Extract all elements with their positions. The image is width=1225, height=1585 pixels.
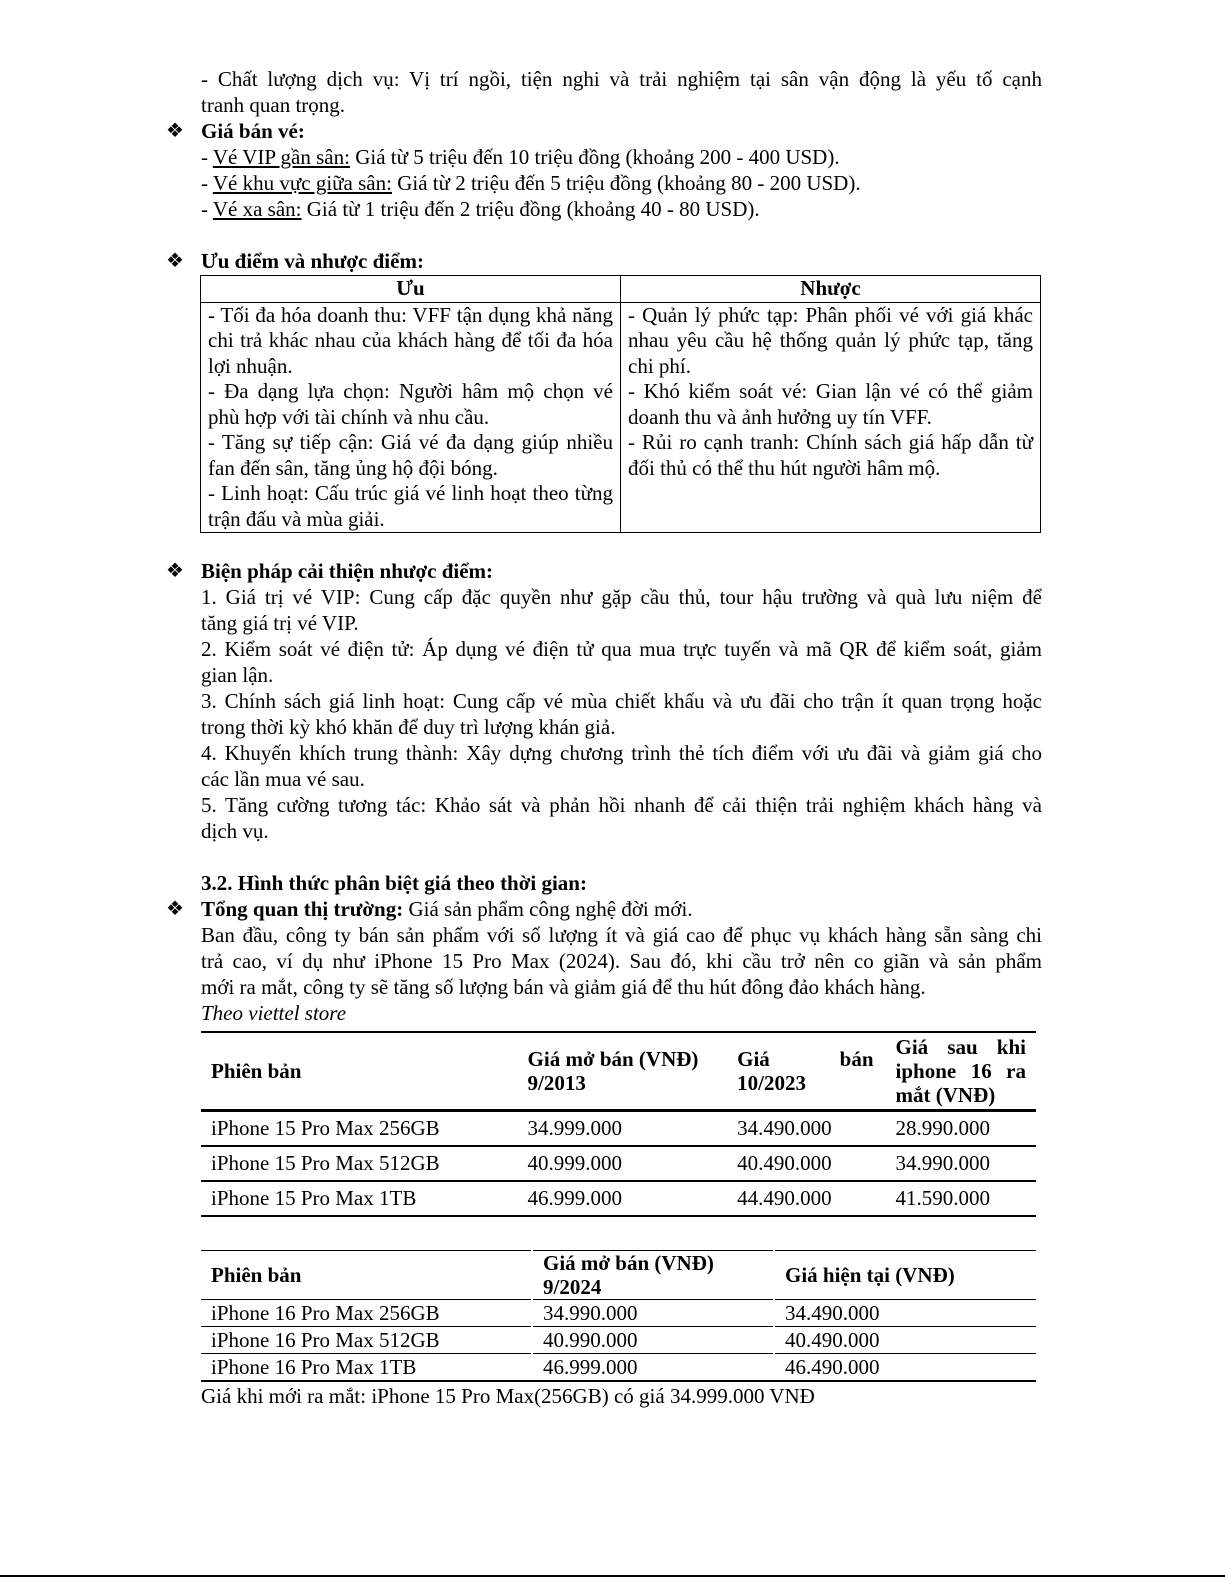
table-cell: 46.999.000 — [532, 1354, 774, 1382]
section-heading: 3.2. Hình thức phân biệt giá theo thời gian: — [201, 871, 587, 895]
ticket-prices-heading: Giá bán vé: — [201, 119, 305, 143]
table-header: Giá mở bán (VNĐ) 9/2013 — [517, 1032, 727, 1111]
improvements-heading: Biện pháp cải thiện nhược điểm: — [201, 559, 494, 583]
cons-item: - Rủi ro cạnh tranh: Chính sách giá hấp dẫn từ đối thủ có thể thu hút người hâm mộ. — [628, 430, 1033, 480]
table-cell: 34.490.000 — [726, 1111, 884, 1147]
table-cell: 34.999.000 — [517, 1111, 727, 1147]
table-cell: 40.490.000 — [726, 1146, 884, 1181]
intro-line-1: - Chất lượng dịch vụ: Vị trí ngồi, tiện nghi và trải nghiệm tại sân vận động là yếu tố cạnh — [201, 67, 1042, 91]
table-row — [201, 1327, 1036, 1354]
launch-price-note: Giá khi mới ra mắt: iPhone 15 Pro Max(256GB) có giá 34.999.000 VNĐ — [201, 1384, 815, 1408]
table-cell: 40.990.000 — [532, 1327, 774, 1354]
table-header: Giá mở bán (VNĐ) 9/2024 — [532, 1251, 774, 1300]
improvement-line: tăng giá trị vé VIP. — [201, 611, 359, 635]
ticket-price-item: - Vé VIP gần sân: Giá từ 5 triệu đến 10 triệu đồng (khoảng 200 - 400 USD). — [201, 145, 840, 169]
intro-line-2: tranh quan trọng. — [201, 93, 346, 117]
ticket-price-item: - Vé khu vực giữa sân: Giá từ 2 triệu đến 5 triệu đồng (khoảng 80 - 200 USD). — [201, 171, 861, 195]
pros-column-header: Ưu — [201, 276, 621, 303]
overview-para-line: Ban đầu, công ty bán sản phẩm với số lượng ít và giá cao để phục vụ khách hàng sẵn sàng chi — [201, 923, 1042, 947]
improvement-line: các lần mua vé sau. — [201, 767, 365, 791]
pros-item: - Tối đa hóa doanh thu: VFF tận dụng khả năng chi trả khác nhau của khách hàng để tối đa hóa lợi nhuận. — [208, 302, 613, 378]
cons-item: - Khó kiểm soát vé: Gian lận vé có thể giảm doanh thu và ảnh hưởng uy tín VFF. — [628, 379, 1033, 429]
table-header: Giá hiện tại (VNĐ) — [774, 1251, 1036, 1300]
pros-item: - Đa dạng lựa chọn: Người hâm mộ chọn vé phù hợp với tài chính và nhu cầu. — [208, 379, 613, 429]
improvement-line: 5. Tăng cường tương tác: Khảo sát và phản hồi nhanh để cải thiện trải nghiệm khách hàng và — [201, 793, 1042, 817]
iphone15-price-table — [201, 1031, 1036, 1217]
bullet-icon: ❖ — [166, 898, 184, 920]
table-cell: 34.490.000 — [774, 1300, 1036, 1327]
table-header: Phiên bản — [201, 1251, 532, 1300]
table-cell: 34.990.000 — [885, 1146, 1036, 1181]
table-cell: 28.990.000 — [885, 1111, 1036, 1147]
table-row — [201, 1111, 1036, 1147]
table-header: Giá bán 10/2023 — [726, 1032, 884, 1111]
table-header: Phiên bản — [201, 1032, 517, 1111]
overview-para-line: mới ra mắt, công ty sẽ tăng số lượng bán và giảm giá để thu hút đông đảo khách hàng. — [201, 975, 926, 999]
improvement-line: 1. Giá trị vé VIP: Cung cấp đặc quyền như gặp cầu thủ, tour hậu trường và quà lưu niệm để — [201, 585, 1042, 609]
overview-para-line: trả cao, ví dụ như iPhone 15 Pro Max (2024). Sau đó, khi cầu trở nên co giãn và sản phẩm — [201, 949, 1042, 973]
pros-item: - Tăng sự tiếp cận: Giá vé đa dạng giúp nhiều fan đến sân, tăng ủng hộ đội bóng. — [208, 430, 613, 480]
market-overview: Tổng quan thị trường: Giá sản phẩm công nghệ đời mới. — [201, 897, 693, 921]
cons-item: - Quản lý phức tạp: Phân phối vé với giá khác nhau yêu cầu hệ thống quản lý phức tạp, tăng chi phí. — [628, 302, 1033, 378]
table-cell: iPhone 15 Pro Max 256GB — [201, 1111, 517, 1147]
cons-column-header: Nhược — [621, 276, 1041, 303]
cons-cell — [621, 302, 1041, 533]
table-cell: iPhone 16 Pro Max 256GB — [201, 1300, 532, 1327]
table-cell: iPhone 15 Pro Max 1TB — [201, 1181, 517, 1216]
bullet-icon: ❖ — [166, 120, 184, 142]
table-row — [201, 1181, 1036, 1216]
table-cell: iPhone 15 Pro Max 512GB — [201, 1146, 517, 1181]
bullet-icon: ❖ — [166, 250, 184, 272]
bullet-icon: ❖ — [166, 560, 184, 582]
table-cell: iPhone 16 Pro Max 1TB — [201, 1354, 532, 1382]
improvement-line: dịch vụ. — [201, 819, 269, 843]
table-row — [201, 1354, 1036, 1382]
table-cell: 41.590.000 — [885, 1181, 1036, 1216]
table-cell: 46.999.000 — [517, 1181, 727, 1216]
improvement-line: 4. Khuyến khích trung thành: Xây dựng chương trình thẻ tích điểm với ưu đãi và giảm giá cho — [201, 741, 1042, 765]
table-row — [201, 1300, 1036, 1327]
improvement-line: trong thời kỳ khó khăn để duy trì lượng khán giả. — [201, 715, 616, 739]
iphone16-price-table — [201, 1250, 1036, 1382]
ticket-price-item: - Vé xa sân: Giá từ 1 triệu đến 2 triệu đồng (khoảng 40 - 80 USD). — [201, 197, 760, 221]
source-note: Theo viettel store — [201, 1001, 347, 1025]
table-row — [201, 1146, 1036, 1181]
improvement-line: gian lận. — [201, 663, 274, 687]
table-cell: 40.490.000 — [774, 1327, 1036, 1354]
pros-cell — [201, 302, 621, 533]
table-cell: 40.999.000 — [517, 1146, 727, 1181]
table-cell: 46.490.000 — [774, 1354, 1036, 1382]
table-cell: 34.990.000 — [532, 1300, 774, 1327]
pros-cons-heading: Ưu điểm và nhược điểm: — [201, 249, 424, 273]
pros-cons-table — [200, 275, 1041, 533]
improvement-line: 2. Kiểm soát vé điện tử: Áp dụng vé điện tử qua mua trực tuyến và mã QR để kiểm soát, giảm — [201, 637, 1042, 661]
footer-divider — [0, 1575, 1225, 1577]
pros-item: - Linh hoạt: Cấu trúc giá vé linh hoạt theo từng trận đấu và mùa giải. — [208, 481, 613, 531]
table-cell: iPhone 16 Pro Max 512GB — [201, 1327, 532, 1354]
improvement-line: 3. Chính sách giá linh hoạt: Cung cấp vé mùa chiết khấu và ưu đãi cho trận ít quan trọng hoặc — [201, 689, 1042, 713]
table-header: Giá sau khi iphone 16 ra mắt (VNĐ) — [885, 1032, 1036, 1111]
table-cell: 44.490.000 — [726, 1181, 884, 1216]
